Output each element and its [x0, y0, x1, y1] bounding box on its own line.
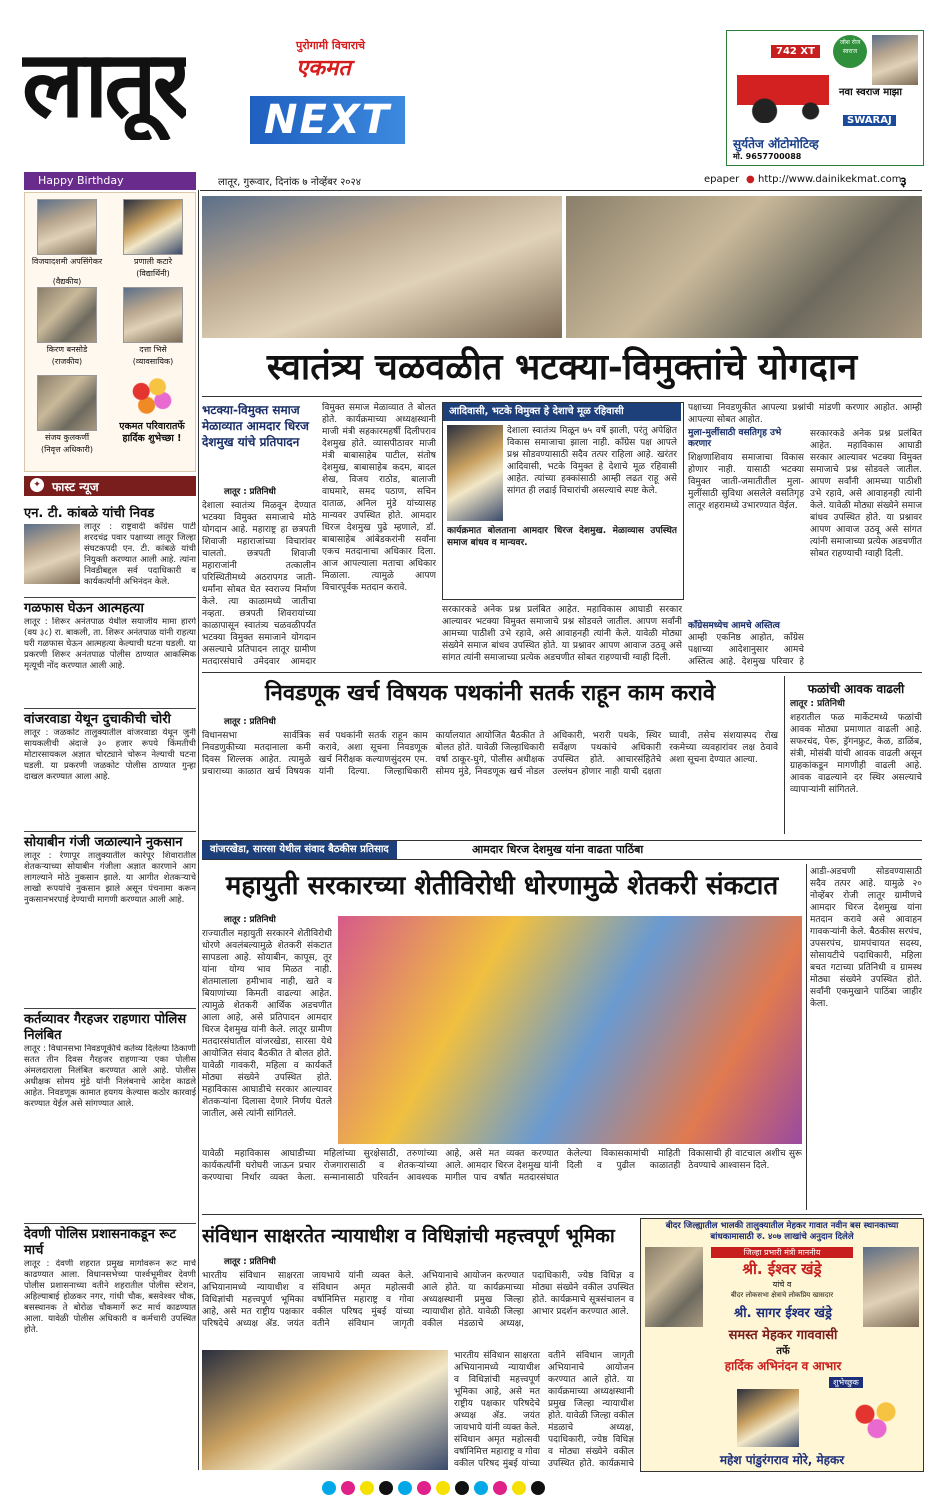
- rule: [202, 672, 922, 673]
- story1-subhead: भटक्या-विमुक्त समाज मेळाव्यात आमदार धिरज देशमुख यांचे प्रतिपादन: [202, 403, 309, 449]
- news-text: लातूर : रेणापूर तालुक्यातील कारेपूर शिवारातील शेतकऱ्याच्या सोयाबीन गंजीला अज्ञात कारणाने आग लागल्याने मोठे नुकसान झाले. या आगीत शेतकऱ्याचे लाखो रूपयांचे नुकसान झाले असून पंचनामा करून नुकसानभरपाई देण्याची मागणी करण्यात आली आहे.: [24, 851, 196, 905]
- ad-thanks: हार्दिक अभिनंदन व आभार: [724, 1359, 842, 1373]
- story5-headline: संविधान साक्षरतेत न्यायाधीश व विधिज्ञांची महत्त्वपूर्ण भूमिका: [202, 1225, 615, 1247]
- ad-wisher-label: शुभेच्छुक: [829, 1377, 863, 1388]
- story4-right-text: आडी-अडचणी सोडवण्यासाठी सदैव तत्पर आहे. यामुळे २० नोव्हेंबर रोजी लातूर ग्रामीणचे आमदार धिरज देशमुख यांना मतदान करावे असे आवाहन गावकऱ्यांनी केले. बैठकीस सरपंच, उपसरपंच, ग्रामपंचायत सदस्य, सोसायटीचे पदाधिकारी, महिला बचत गटाच्या प्रतिनिधी व ग्रामस्थ मोठ्या संख्येने उपस्थित होते. सर्वांनी एकमुखाने पाठिंबा जाहीर केला.: [810, 867, 922, 1009]
- bouquet-icon: [125, 373, 179, 419]
- story4-bottom-text: यावेळी महाविकास आघाडीच्या कार्यकर्त्यांनी घरोघरी जाऊन प्रचार करण्याचा निर्धार व्यक्त केला. महिलांच्या सुरक्षेसाठी, तरुणांच्या रोजगारासाठी व शेतकऱ्यांच्या सन्मानासाठी परिवर्तन आवश्यक आहे, असे मत व्यक्त करण्यात आले. आमदार धिरज देशमुख यांनी मागील पाच वर्षांत मतदारसंघात केलेल्या विकासकामांची माहिती दिली व पुढील काळातही विकासाची ही वाटचाल अशीच सुरू ठेवण्याचे आश्वासन दिले.: [202, 1149, 802, 1183]
- globe-icon: ●: [746, 174, 755, 185]
- story1-col5-t1: शिक्षणाशिवाय समाजाचा विकास होणार नाही. यासाठी भटक्या विमुक्त जाती-जमातीतील मुला-मुलींसाठी सुविधा असलेले वसतिगृह लातूर शहरामध्ये उभारण्यात येईल.: [688, 453, 804, 511]
- inset-photo: [447, 425, 503, 521]
- birthday-photo: [37, 375, 97, 431]
- story1-col5: पक्षाच्या निवडणुकीत आपल्या प्रश्नांची मांडणी करणार आहोत. आम्ही आपल्या सोबत आहोत.: [688, 403, 922, 425]
- ad-mobile: मो. 9657700088: [733, 152, 802, 161]
- birthday-name: प्रणाली कटारे: [134, 257, 172, 266]
- birthday-role: (व्यावसायिक): [132, 357, 174, 366]
- story1-col5-h2: काँग्रेसमध्येच आमचे अस्तित्व: [688, 621, 780, 631]
- birthday-name: दत्ता भिसे: [139, 345, 167, 354]
- main-photo-stage: [202, 196, 562, 338]
- ad-model-badge: 742 XT: [771, 45, 820, 58]
- story4-headline: महायुती सरकारच्या शेतीविरोधी धोरणामुळे शेतकरी संकटात: [225, 871, 779, 901]
- masthead-next: NEXT: [250, 96, 405, 144]
- birthday-role: (विद्यार्थिनी): [136, 269, 170, 278]
- birthday-title: Happy Birthday: [24, 172, 196, 190]
- ad-villagers: समस्त मेहकर गाववासी: [728, 1328, 838, 1343]
- story3-byline: लातूर : प्रतिनिधी: [790, 699, 845, 709]
- ad-wisher-photo: [737, 1389, 799, 1447]
- story5-text-right: भारतीय संविधान साक्षरता अभियानामध्ये न्यायाधीश व विधिज्ञांची महत्त्वपूर्ण भूमिका आहे, असे मत राष्ट्रीय पक्षकार परिषदेचे अध्यक्ष ॲड. जयंत जायभाये यांनी व्यक्त केले. संविधान अमृत महोत्सवी वर्षानिमित्त महाराष्ट्र व गोवा वकील परिषद मुंबई यांच्या वतीने संविधान जागृती अभियानाचे आयोजन करण्यात आले होते. या कार्यक्रमाच्या अध्यक्षस्थानी प्रमुख जिल्हा न्यायाधीश होते. यावेळी जिल्हा वकील मंडळाचे अध्यक्ष, पदाधिकारी, ज्येष्ठ विधिज्ञ व मोठ्या संख्येने वकील उपस्थित होते. कार्यक्रमाचे: [454, 1351, 634, 1469]
- column-divider: [784, 676, 785, 834]
- story2-text: विधानसभा सार्वत्रिक निवडणुकीच्या मतदानाला कमी दिवस शिल्लक आहेत. त्यामुळे प्रचाराच्या काळात खर्च विषयक सर्व पथकांनी सतर्क राहून काम करावे, अशा सूचना निवडणूक खर्च निरीक्षक कल्याणसुंदरम एम. यांनी दिल्या. जिल्हाधिकारी कार्यालयात आयोजित बैठकीत ते बोलत होते. यावेळी जिल्हाधिकारी वर्षा ठाकूर-घुगे, पोलीस अधीक्षक सोमय मुंडे, निवडणूक खर्च नोडल अधिकारी, भरारी पथके, स्थिर सर्वेक्षण पथकांचे अधिकारी उपस्थित होते. आचारसंहितेचे उल्लंघन होणार नाही याची दक्षता घ्यावी, तसेच संशयास्पद रोख रकमेच्या व्यवहारांवर लक्ष ठेवावे अशा सूचना देण्यात आल्या.: [202, 731, 778, 777]
- masthead-brand: एकमत: [296, 55, 351, 81]
- masthead-title: लातूर: [22, 31, 187, 138]
- ad-side-badge: जोश रोज स्वराज: [833, 35, 867, 68]
- ad-photo-left: [645, 1247, 703, 1327]
- news-text: लातूर : राष्ट्रवादी काँग्रेस पार्टी शरदचंद्र पवार पक्षाच्या लातूर जिल्हा संघटकपदी एन. टी. कांबळे यांची नियुक्ती करण्यात आली आहे. त्यांना निवडीबद्दल सर्व पदाधिकारी व कार्यकर्त्यांनी अभिनंदन केले.: [84, 522, 196, 587]
- flowers-icon: [847, 1395, 907, 1443]
- story1-inset: [442, 402, 684, 600]
- ad-minister-label: जिल्हा प्रभारी मंत्री माननीय: [711, 1247, 853, 1258]
- story5-photo: [202, 1350, 448, 1470]
- story4-photo: [338, 916, 802, 1144]
- column-divider: [806, 864, 807, 1210]
- news-title: कर्तव्यावर गैरहजर राहणारा पोलिस निलंबित: [24, 1012, 187, 1043]
- tractor-ad[interactable]: [726, 30, 924, 166]
- story1-byline: लातूर : प्रतिनिधी: [224, 487, 276, 497]
- page-number: ३: [900, 175, 907, 190]
- dateline-bar: [200, 172, 922, 191]
- news-text: लातूर : विधानसभा निवडणूकीचे कर्तव्य दिलेल्या ठिकाणी सतत तीन दिवस गैरहजर राहणाऱ्या एका पोलीस अंमलदाराला निलंबित करण्यात आले आहे. पोलीस अधीक्षक सोमय मुंडे यांनी निलंबनाचे आदेश काढले आहेत. निवडणूक कामात हयगय केल्यास कठोर कारवाई करण्यात येईल असे सांगण्यात आले.: [24, 1044, 196, 1109]
- rule: [202, 1214, 922, 1215]
- ad-tarfe: तर्फे: [776, 1346, 790, 1357]
- story1-col3: सरकारकडे अनेक प्रश्न प्रलंबित आहेत. महाविकास आघाडी सरकार आल्यावर भटक्या विमुक्त समाजाचे प्रश्न सोडवले जातील. आपण सर्वांनी आमच्या पाठीशी उभे रहावे, असे आवाहनही त्यांनी केले. यावेळी मोठ्या संख्येने समाज बांधव उपस्थित होते. या प्रश्नावर आपण आवाज उठवू असे सांगत त्यांनी समाजाच्या प्रत्येक अडचणीत सोबत राहण्याची ग्वाही दिली.: [442, 605, 682, 663]
- sidebar: [24, 172, 196, 1472]
- news-text: लातूर : जळकोट तालुक्यातील वांजरवाडा येथून जुनी सायकलीची अंदाजे ३० हजार रूपये किंमतीची मोटारसायकल अज्ञात चोरट्याने चोरून नेल्याची घटना घडली. या प्रकरणी जळकोट पोलीस ठाण्यात गुन्हा दाखल करण्यात आला आहे.: [24, 728, 196, 782]
- birthday-box: [24, 192, 196, 472]
- ad-slogan: नवा स्वराज माझा: [839, 87, 902, 98]
- birthday-photo: [123, 287, 183, 343]
- news-text: लातूर : देवणी शहरात प्रमुख मार्गावरून रूट मार्च काढण्यात आला. विधानसभेच्या पार्श्वभूमीवर देवणी पोलीस प्रशासनाच्या वतीने शहरातील पोलीस स्टेशन, अहिल्याबाई होळकर नगर, गांधी चौक, बसवेश्वर चौक, बसस्थानक ते बोरोळ चौकमार्गे रूट मार्च काढण्यात आला. यावेळी पोलीस अधिकारी व कर्मचारी उपस्थित होते.: [24, 1259, 196, 1335]
- story4-text: राज्यातील महायुती सरकारने शेतीविरोधी धोरणे अवलंबल्यामुळे शेतकरी संकटात सापडला आहे. सोयाबीन, कापूस, तूर यांना योग्य भाव मिळत नाही. शेतमालाला हमीभाव नाही, खते व बियाणांच्या किमती वाढल्या आहेत. त्यामुळे शेतकरी आर्थिक अडचणीत आला आहे, असे प्रतिपादन आमदार धिरज देशमुख यांनी केले. लातूर ग्रामीण मतदारसंघातील वांजरखेडा, सारसा येथे आयोजित संवाद बैठकीत ते बोलत होते. यावेळी गावकरी, महिला व कार्यकर्ते मोठ्या संख्येने उपस्थित होते. महाविकास आघाडीचे सरकार आल्यावर शेतकऱ्यांना दिलासा देणारे निर्णय घेतले जातील, असे त्यांनी सांगितले.: [202, 929, 332, 1119]
- birthday-photo: [37, 199, 97, 255]
- dateline-date: लातूर, गुरूवार, दिनांक ७ नोव्हेंबर २०२४: [218, 177, 361, 188]
- story1-col6: सरकारकडे अनेक प्रश्न प्रलंबित आहेत. महाविकास आघाडी सरकार आल्यावर भटक्या विमुक्त समाजाचे प्रश्न सोडवले जातील. आपण सर्वांनी आमच्या पाठीशी उभे रहावे, असे आवाहनही त्यांनी केले. यावेळी मोठ्या संख्येने समाज बांधव उपस्थित होते. या प्रश्नावर आपण आवाज उठवू असे सांगत त्यांनी समाजाच्या प्रत्येक अडचणीत सोबत राहण्याची ग्वाही दिली.: [810, 429, 922, 559]
- registration-marks: [322, 1480, 550, 1499]
- rule: [202, 396, 922, 397]
- story2-headline: निवडणूक खर्च विषयक पथकांनी सतर्क राहून काम करावे: [264, 680, 716, 706]
- story3-headline: फळांची आवक वाढली: [807, 682, 905, 696]
- inset-title: आदिवासी, भटके विमुक्त हे देशाचे मूळ रहिवासी: [443, 403, 681, 421]
- sidebar-news-list: [24, 502, 196, 1435]
- news-title: एन. टी. कांबळे यांची निवड: [24, 506, 155, 521]
- news-text: लातूर : शिरूर अनंतपाळ येथील सयाजीय मामा हारगे (वय ३८) रा. बाकली, ता. शिरूर अनंतपाळ यांनी राहत्या घरी गळफास घेऊन आत्महत्या केल्याची घटना घडली. या प्रकरणी शिरूर अनंतपाळ पोलीस ठाण्यात आकस्मिक मृत्यूची नोंद करण्यात आली आहे.: [24, 617, 196, 671]
- news-photo: [24, 524, 80, 584]
- birthday-name: संजय कुलकर्णी: [44, 433, 90, 442]
- main-photo-crowd: [566, 196, 922, 338]
- ad-brand: SWARAJ: [843, 115, 896, 126]
- story4-byline: लातूर : प्रतिनिधी: [224, 915, 276, 925]
- birthday-photo: [123, 199, 183, 255]
- fast-news-title: फास्ट न्यूज: [52, 480, 99, 494]
- ad-photo-right: [863, 1247, 919, 1327]
- birthday-role: (वैद्यकीय): [52, 277, 82, 286]
- birthday-wish: एकमत परिवारातर्फे हार्दिक शुभेच्छा !: [119, 421, 185, 444]
- news-title: गळफास घेऊन आत्महत्या: [24, 601, 144, 616]
- ad-and: यांचे व: [772, 1280, 792, 1289]
- birthday-name: विजयादशमी अपसिंगेकर: [31, 257, 103, 266]
- story3-text: शहरातील फळ मार्केटमध्ये फळांची आवक मोठ्या प्रमाणात वाढली आहे. सफरचंद, पेरू, ड्रॅगनफ्रुट, केळ, डाळिंब, संत्री, मोसंबी यांची आवक वाढली असून ग्राहकांकडून मागणीही वाढली आहे. आवक वाढल्याने दर स्थिर असल्याचे व्यापाऱ्यांनी सांगितले.: [790, 713, 922, 795]
- story1-col5-h1: मुला-मुलींसाठी वसतिगृह उभे करणार: [688, 428, 782, 449]
- inset-caption: कार्यक्रमात बोलताना आमदार धिरज देशमुख. मेळाव्यास उपस्थित समाज बांधव व मान्यवर.: [447, 526, 677, 548]
- congratulation-ad[interactable]: [640, 1218, 924, 1472]
- news-title: सोयाबीन गंजी जळाल्याने नुकसान: [24, 835, 183, 850]
- teaser-strip: [202, 840, 922, 860]
- strip-right: आमदार धिरज देशमुख यांना वाढता पाठिंबा: [472, 843, 644, 856]
- column-divider: [198, 190, 199, 1470]
- story1-col5-t2: आम्ही एकनिष्ठ आहोत, काँग्रेस पक्षाच्या आदेशानुसार आमचे अस्तित्व आहे. देशमुख परिवार हे: [688, 633, 804, 667]
- birthday-role: (राजकीय): [51, 357, 83, 366]
- tractor-image: [737, 63, 829, 123]
- story1-col2: विमुक्त समाज मेळाव्यात ते बोलत होते. कार्यक्रमाच्या अध्यक्षस्थानी माजी मंत्री सहकारमहर्षी दिलीपराव देशमुख होते. व्यासपीठावर माजी मंत्री बाबासाहेब पाटील, संतोष देशमुख, बाबासाहेब कदम, बादल शेख, विजय राठोड, बालाजी वाघमारे, समद पठाण, सचिन दाताळ, अनिल मुंडे यांच्यासह मान्यवर उपस्थित होते. आमदार धिरज देशमुख पुढे म्हणाले, डॉ. बाबासाहेब आंबेडकरांनी सर्वांना एकच मतदानाचा अधिकार दिला. आज आपल्याला मताचा अधिकार मिळाला. त्यामुळे आपण विचारपूर्वक मतदान करावे.: [322, 403, 436, 593]
- fast-news-header: [24, 476, 196, 496]
- story5-text: भारतीय संविधान साक्षरता अभियानामध्ये न्यायाधीश व विधिज्ञांची महत्त्वपूर्ण भूमिका आहे, असे मत राष्ट्रीय पक्षकार परिषदेचे अध्यक्ष ॲड. जयंत जायभाये यांनी व्यक्त केले. संविधान अमृत महोत्सवी वर्षानिमित्त महाराष्ट्र व गोवा वकील परिषद मुंबई यांच्या वतीने संविधान जागृती अभियानाचे आयोजन करण्यात आले होते. या कार्यक्रमाच्या अध्यक्षस्थानी प्रमुख जिल्हा न्यायाधीश होते. यावेळी जिल्हा वकील मंडळाचे अध्यक्ष, पदाधिकारी, ज्येष्ठ विधिज्ञ व मोठ्या संख्येने वकील उपस्थित होते. कार्यक्रमाचे सूत्रसंचालन व आभार प्रदर्शन करण्यात आले.: [202, 1271, 634, 1329]
- news-icon: ✦: [30, 478, 44, 492]
- strip-left: वांजरखेडा, सारसा येथील संवाद बैठकीस प्रतिसाद: [202, 841, 397, 859]
- ad-person-photo: [872, 35, 918, 85]
- ad-mp-label: बीदर लोकसभा क्षेत्राचे लोकप्रिय खासदार: [730, 1291, 834, 1299]
- story1-col1: देशाला स्वातंत्र्य मिळवून देण्यात भटक्या विमुक्त समाजाचे मोठे योगदान आहे. महाराष्ट्र हा छत्रपती शिवाजी महाराजांच्या विचारांवर चालतो. छत्रपती शिवाजी महाराजांनी तत्कालीन परिस्थितीमध्ये अठरापगड जाती-धर्मांना सोबत घेत स्वराज्य निर्माण केले. त्या काळामध्ये जातीचा नव्हता. छत्रपती शिवरायांच्या काळापासून स्वातंत्र्य चळवळीपर्यंत भटक्या विमुक्त समाजाने योगदान असल्याचे प्रतिपादन लातूर ग्रामीण मतदारसंघाचे उमेदवार आमदार: [202, 501, 316, 667]
- story5-byline: लातूर : प्रतिनिधी: [224, 1257, 276, 1267]
- masthead-tagline: पुरोगामी विचाराचे: [296, 39, 366, 52]
- inset-text: देशाला स्वातंत्र्य मिळून ७५ वर्षे झाली, परंतु अपेक्षित विकास समाजाचा झाला नाही. काँग्रेस पक्ष आपले प्रश्न सोडवण्यासाठी सदैव तत्पर राहिला आहे. खरंतर आदिवासी, भटके विमुक्त हे देशाचे मूळ रहिवासी आहेत. त्यांच्या हक्कांसाठी आम्ही लढत राहू असे सांगत ही लढाई विचारांची असल्याचे स्पष्ट केले.: [507, 426, 677, 496]
- ad-mp: श्री. सागर ईश्वर खंड्रे: [734, 1306, 832, 1321]
- news-title: देवणी पोलिस प्रशासनाकडून रूट मार्च: [24, 1227, 176, 1258]
- birthday-name: किरण बनसोडे: [46, 345, 88, 354]
- birthday-role: (निवृत्त अधिकारी): [41, 445, 93, 454]
- story2-byline: लातूर : प्रतिनिधी: [224, 717, 276, 727]
- epaper-label: epaper: [704, 174, 740, 185]
- ad-top-text: बीदर जिल्ह्यातील भालकी तालुक्यातील मेहकर गावात नवीन बस स्थानकाच्या बांधकामासाठी रु. ४०७ लाखांचे अनुदान दिलेले: [665, 1221, 899, 1242]
- birthday-photo: [37, 287, 97, 343]
- ad-minister: श्री. ईश्वर खंड्रे: [742, 1260, 822, 1278]
- website-link[interactable]: http://www.dainikekmat.com: [758, 174, 902, 185]
- news-title: वांजरवाडा येथून दुचाकीची चोरी: [24, 712, 171, 727]
- story1-headline: स्वातंत्र्य चळवळीत भटक्या-विमुक्तांचे योगदान: [266, 346, 858, 388]
- ad-wisher: महेश पांडुरंगराव मोरे, मेहकर: [719, 1453, 845, 1467]
- ad-dealer: सुर्यतेज ऑटोमोटिव्ह: [733, 137, 819, 151]
